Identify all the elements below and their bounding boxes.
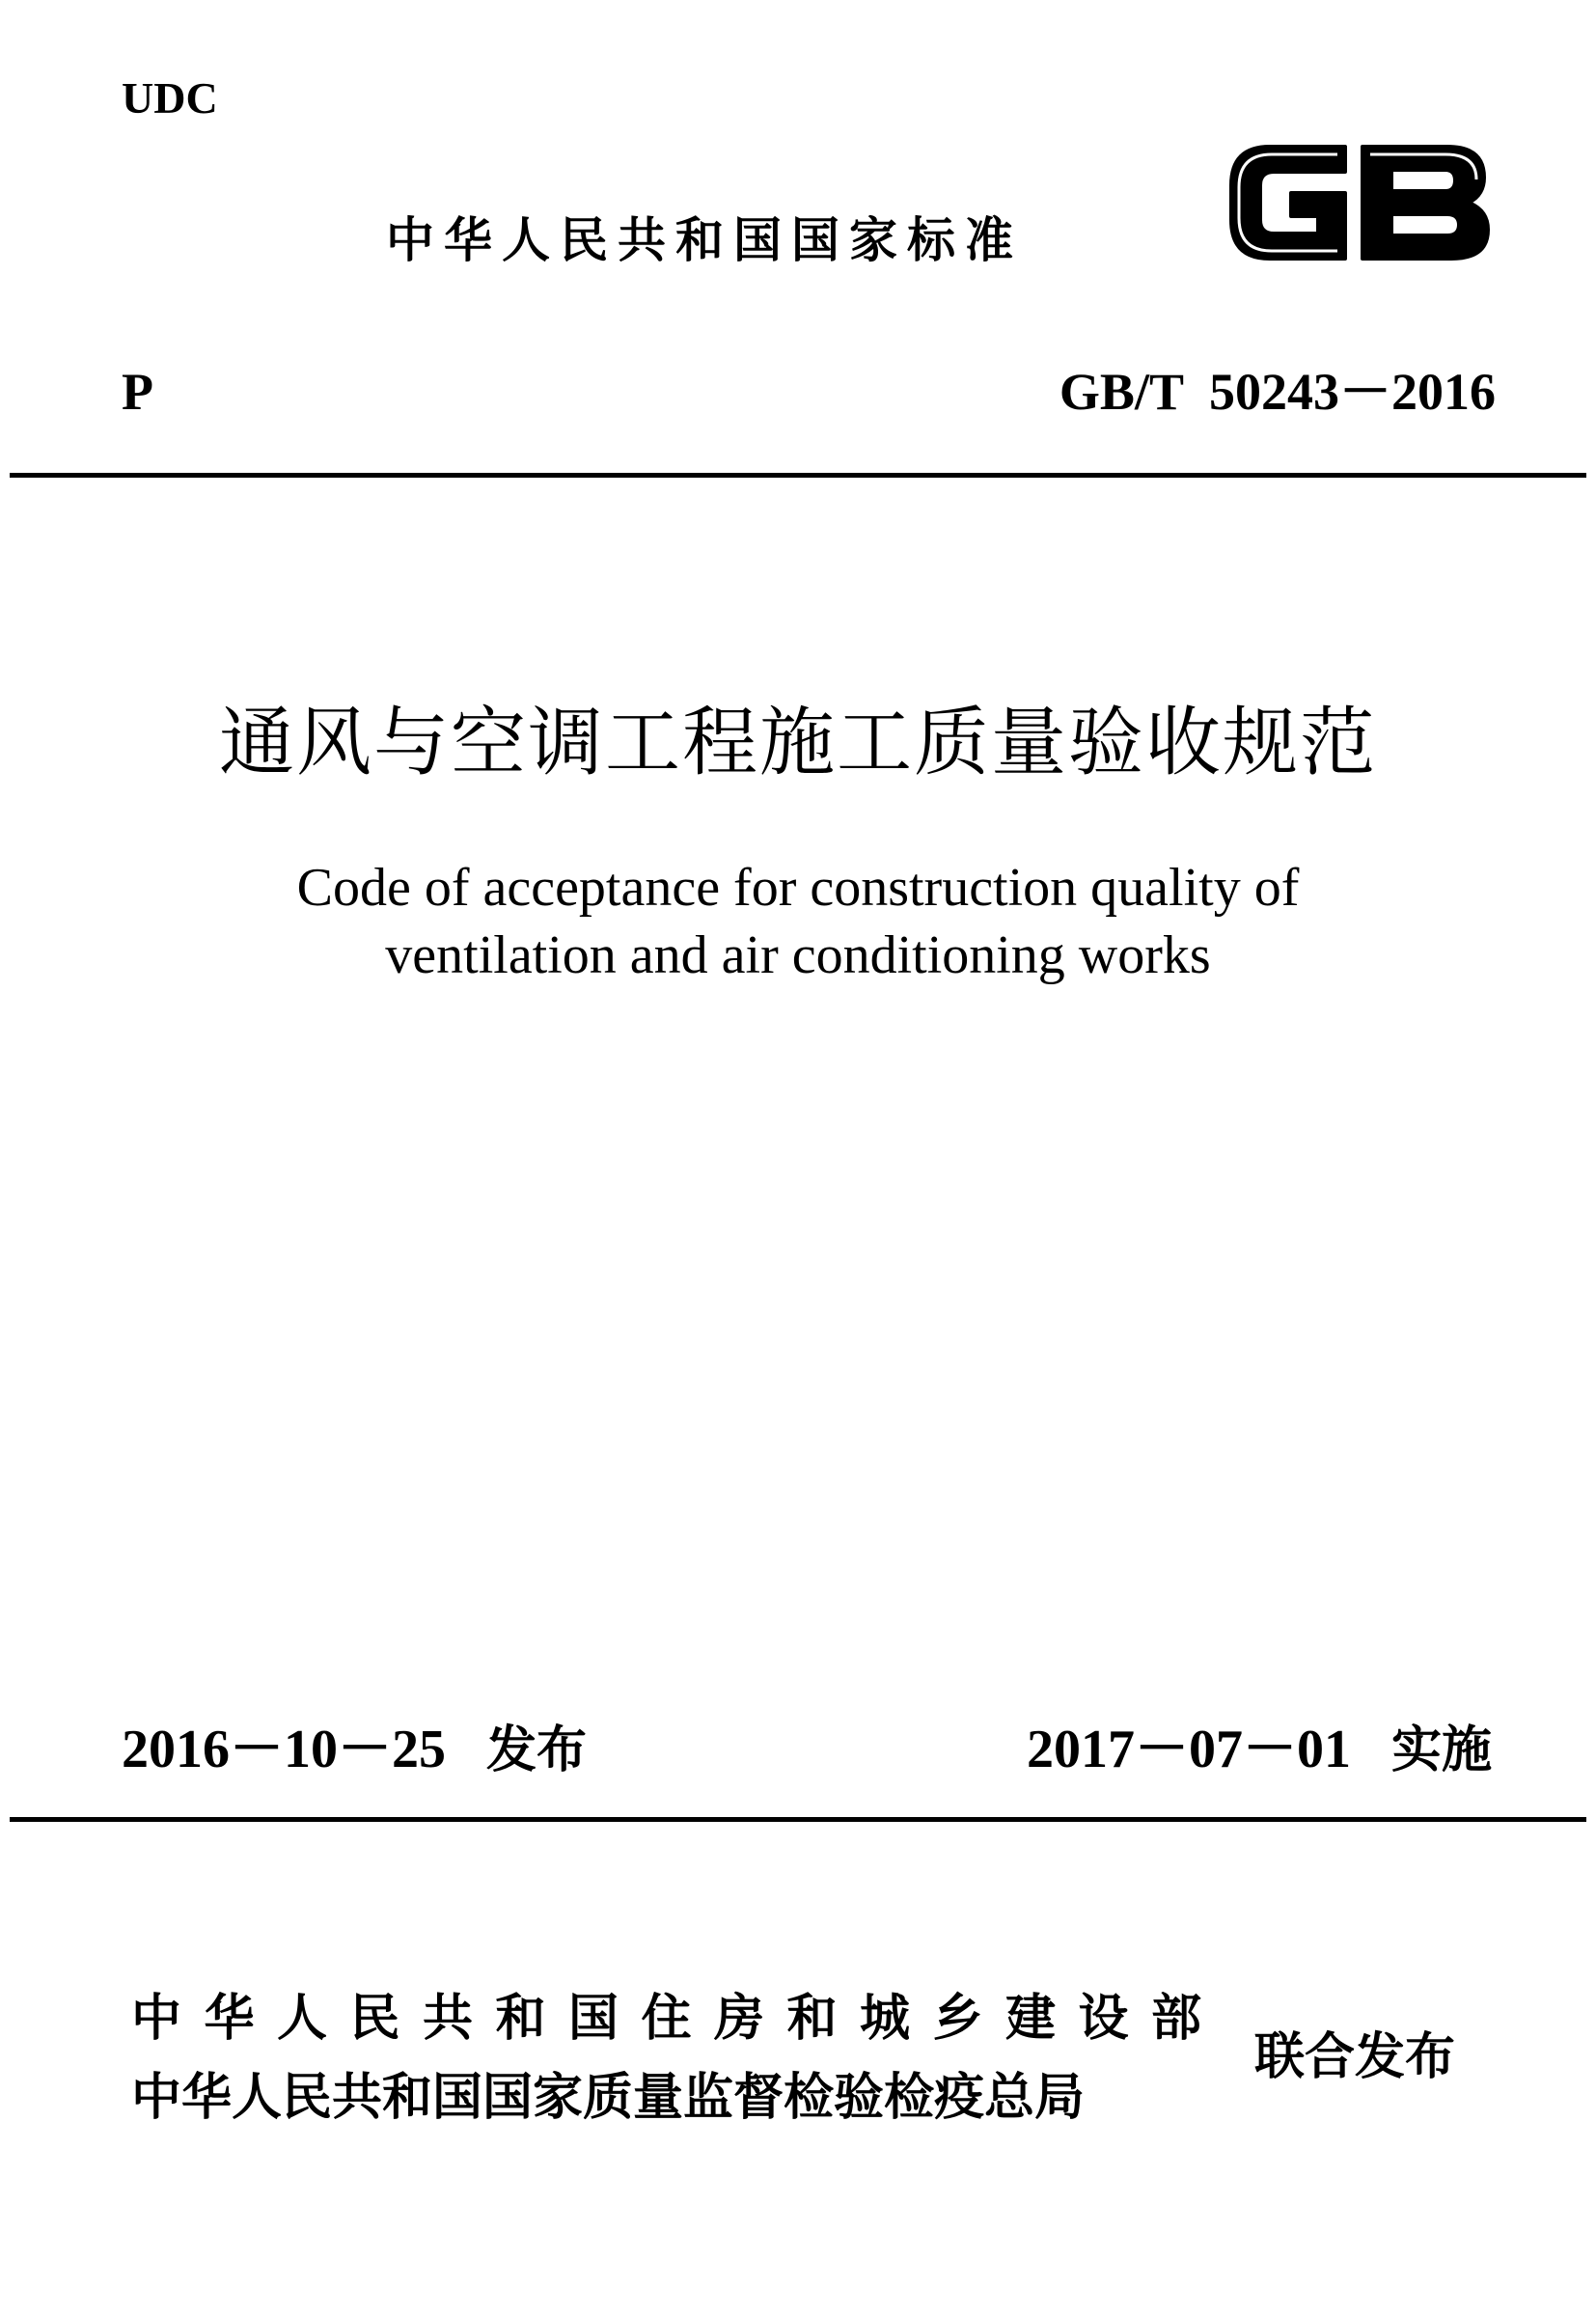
gb-logo [1218, 125, 1500, 280]
category-code: P [122, 363, 153, 421]
joint-issue-label: 联合发布 [1254, 2028, 1456, 2086]
issue-date: 2016－10－25 [122, 1720, 446, 1779]
top-divider [10, 473, 1586, 478]
standard-number: GB/T 50243－2016 [1059, 363, 1496, 421]
implement-date-block [1027, 1716, 1492, 1784]
implement-date: 2017－07－01 [1026, 1720, 1351, 1779]
udc-label: UDC [122, 73, 218, 123]
national-standard-heading: 中华人民共和国国家标准 [386, 212, 1023, 268]
issuer-ministry: 中华人民共和国住房和城乡建设部 [131, 1990, 1225, 2048]
implement-label: 实施 [1390, 1722, 1492, 1779]
issuer-aqsiq: 中华人民共和国国家质量监督检验检疫总局 [131, 2069, 1086, 2127]
title-chinese: 通风与空调工程施工质量验收规范 [218, 700, 1377, 786]
issue-date-block [122, 1716, 587, 1784]
bottom-divider [10, 1817, 1586, 1822]
title-english-line2: ventilation and air conditioning works [385, 925, 1211, 985]
issue-label: 发布 [486, 1722, 588, 1779]
title-english-line1: Code of acceptance for construction quality of [296, 858, 1300, 918]
